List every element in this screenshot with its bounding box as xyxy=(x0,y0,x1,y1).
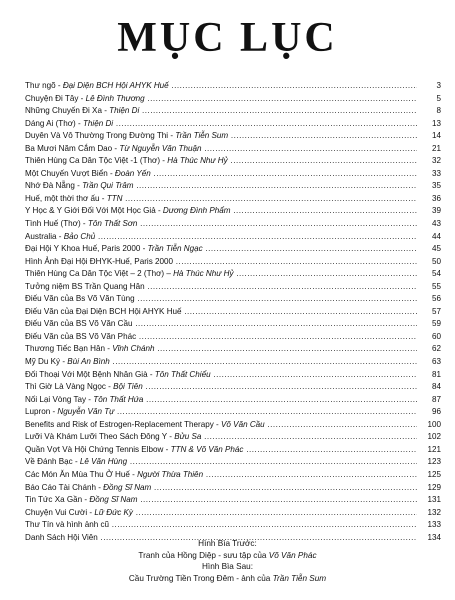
toc-entry-title: Nối Lại Vòng Tay xyxy=(25,394,87,404)
toc-entry-title: Tình Huế (Thơ) xyxy=(25,219,81,229)
toc-entry-text xyxy=(25,469,417,482)
toc-entry-page: 8 xyxy=(419,105,441,118)
toc-entry xyxy=(25,318,441,331)
toc-entry-page: 62 xyxy=(419,343,441,356)
toc-entry-text xyxy=(25,482,417,495)
toc-entry-author: Tôn Thất Sơn xyxy=(87,219,138,229)
toc-entry-title: Danh Sách Hội Viên xyxy=(25,532,98,542)
toc-entry-separator: - xyxy=(112,143,120,153)
toc-entry xyxy=(25,143,441,156)
toc-entry xyxy=(25,155,441,168)
back-cover-credit xyxy=(0,573,455,585)
toc-entry-page: 55 xyxy=(419,281,441,294)
toc-entry-text xyxy=(25,281,417,294)
toc-entry-author: Nguyễn Văn Tự xyxy=(57,407,115,417)
toc-entry-text xyxy=(25,168,417,181)
toc-entry-title: Điếu Văn của Đại Diện BCH Hội AHYK Huế xyxy=(25,306,182,316)
toc-entry-page: 63 xyxy=(419,356,441,369)
toc-entry-separator: - xyxy=(163,444,171,454)
toc-entry-text xyxy=(25,155,417,168)
toc-entry xyxy=(25,519,441,532)
toc-entry-page: 134 xyxy=(419,532,441,545)
toc-entry-author: Bội Tiên xyxy=(113,382,143,392)
toc-entry-separator: - xyxy=(95,482,104,492)
toc-entry xyxy=(25,482,441,495)
toc-entry xyxy=(25,331,441,344)
toc-entry xyxy=(25,431,441,444)
toc-entry-text xyxy=(25,356,417,369)
toc-entry-page: 45 xyxy=(419,243,441,256)
toc-entry xyxy=(25,80,441,93)
toc-entry-text xyxy=(25,256,417,269)
toc-entry-author: Hà Thúc Như Hỷ xyxy=(167,156,228,166)
toc-entry xyxy=(25,293,441,306)
toc-entry-text xyxy=(25,419,417,432)
toc-entry-title: Điếu Văn của Bs Võ Văn Tùng xyxy=(25,294,135,304)
toc-entry-separator: - xyxy=(160,156,168,166)
toc-entry-separator: - xyxy=(82,495,90,505)
toc-entry-title: Các Món Ăn Mùa Thu Ở Huế xyxy=(25,469,130,479)
toc-entry-page: 121 xyxy=(419,444,441,457)
toc-entry-text xyxy=(25,431,417,444)
toc-entry-page: 59 xyxy=(419,318,441,331)
toc-entry-text xyxy=(25,406,417,419)
toc-entry-text xyxy=(25,343,417,356)
toc-entry-separator: - xyxy=(168,131,176,141)
toc-entry-title: Australia xyxy=(25,231,57,241)
toc-entry-title: Y Học & Y Giới Đối Với Một Học Giả xyxy=(25,206,156,216)
front-cover-text: Tranh của Hồng Diệp - sưu tập của xyxy=(138,550,269,560)
toc-entry-title: Một Chuyến Vượt Biển xyxy=(25,168,108,178)
toc-entry-author: Trần Qui Trâm xyxy=(82,181,134,191)
toc-entry-title: Mỹ Du Ký xyxy=(25,357,61,367)
toc-entry-text xyxy=(25,507,417,520)
toc-entry-title: Đối Thoại Với Một Bệnh Nhân Già xyxy=(25,369,148,379)
toc-entry-page: 84 xyxy=(419,381,441,394)
toc-entry-title: Những Chuyến Đi Xa xyxy=(25,106,102,116)
toc-entry-author: Đồng Sĩ Nam xyxy=(103,482,152,492)
toc-entry-page: 36 xyxy=(419,193,441,206)
toc-entry xyxy=(25,406,441,419)
toc-entry xyxy=(25,281,441,294)
table-of-contents xyxy=(25,80,441,544)
toc-entry-separator: - xyxy=(140,244,148,254)
toc-entry-text xyxy=(25,180,417,193)
toc-entry-author: Bùi An Bình xyxy=(67,357,110,367)
cover-credits xyxy=(0,538,455,584)
toc-entry-text xyxy=(25,331,417,344)
toc-entry-text xyxy=(25,293,417,306)
toc-entry-title: Hình Ảnh Đại Hội ĐHYK-Huế, Paris 2000 xyxy=(25,256,174,266)
toc-entry-separator: - xyxy=(167,432,175,442)
toc-entry-page: 54 xyxy=(419,268,441,281)
toc-entry-page: 56 xyxy=(419,293,441,306)
toc-entry-title: Thiên Hùng Ca Dân Tộc Việt – 2 (Thơ) xyxy=(25,269,165,279)
toc-entry-page: 5 xyxy=(419,93,441,106)
toc-entry-author: Đoàn Yến xyxy=(114,168,151,178)
toc-entry-title: Nhớ Đà Nẵng xyxy=(25,181,75,191)
toc-entry-separator: - xyxy=(75,118,83,128)
page-title: MỤC LỤC xyxy=(117,15,338,61)
toc-entry-page: 81 xyxy=(419,369,441,382)
toc-entry-title: Duyên Và Vô Thường Trong Đường Thi xyxy=(25,131,169,141)
toc-entry-page: 44 xyxy=(419,231,441,244)
toc-entry-text xyxy=(25,456,417,469)
back-cover-heading: Hình Bìa Sau: xyxy=(202,562,253,571)
toc-entry-title: Ba Mươi Năm Cắm Dao xyxy=(25,143,113,153)
front-cover-author: Võ Văn Phác xyxy=(268,550,317,560)
toc-entry xyxy=(25,243,441,256)
toc-entry-text xyxy=(25,218,417,231)
toc-entry-page: 132 xyxy=(419,507,441,520)
toc-entry-separator: - xyxy=(50,407,58,417)
toc-entry-author: Lê Văn Hùng xyxy=(79,457,128,467)
toc-entry-author: Bửu Sa xyxy=(174,432,202,442)
toc-entry-page: 102 xyxy=(419,431,441,444)
toc-entry-separator: - xyxy=(101,106,110,116)
toc-entry-author: Dương Đình Phẩm xyxy=(162,206,231,216)
toc-entry-separator: - xyxy=(86,394,94,404)
toc-entry-title: Thư ngõ xyxy=(25,81,56,90)
toc-entry-title: Quần Vợt Và Hội Chứng Tennis Elbow xyxy=(25,444,164,454)
toc-entry-separator: - xyxy=(99,193,107,203)
toc-entry-separator: - xyxy=(80,219,88,229)
toc-entry-title: Dáng Ai (Thơ) xyxy=(25,118,76,128)
toc-entry-separator: - xyxy=(56,231,64,241)
toc-entry-text xyxy=(25,318,417,331)
toc-entry-text xyxy=(25,306,417,319)
toc-entry-text xyxy=(25,130,417,143)
toc-entry-page: 125 xyxy=(419,469,441,482)
toc-entry-text xyxy=(25,519,417,532)
toc-entry-author: Lữ Đức Kỳ xyxy=(94,507,133,517)
toc-entry xyxy=(25,494,441,507)
toc-entry-page: 123 xyxy=(419,456,441,469)
toc-entry-text xyxy=(25,205,417,218)
toc-entry xyxy=(25,343,441,356)
toc-entry-author: TTN & Võ Văn Phác xyxy=(170,444,244,454)
toc-entry xyxy=(25,180,441,193)
toc-entry-title: Thiên Hùng Ca Dân Tộc Việt -1 (Thơ) xyxy=(25,156,161,166)
toc-entry-author: Bảo Chủ xyxy=(63,231,96,241)
toc-entry xyxy=(25,118,441,131)
toc-entry-text xyxy=(25,494,417,507)
toc-entry-author: Lê Đình Thương xyxy=(85,93,145,103)
toc-entry xyxy=(25,381,441,394)
toc-entry-separator: - xyxy=(78,93,86,103)
toc-entry-title: Chuyện Đi Tây xyxy=(25,93,79,103)
toc-entry-title: Thư Tín và hình ảnh cũ xyxy=(25,520,110,530)
toc-entry xyxy=(25,419,441,432)
toc-entry-page: 50 xyxy=(419,256,441,269)
toc-entry-text xyxy=(25,369,417,382)
toc-entry-separator: - xyxy=(72,457,80,467)
front-cover-credit xyxy=(0,550,455,562)
toc-entry xyxy=(25,356,441,369)
toc-entry-text xyxy=(25,80,417,93)
toc-entry-page: 13 xyxy=(419,118,441,131)
toc-entry-title: Benefits and Risk of Estrogen-Replacement Therapy xyxy=(25,419,214,429)
toc-entry-page: 96 xyxy=(419,406,441,419)
toc-entry-title: Huế, một thời thơ ấu xyxy=(25,193,100,203)
toc-entry xyxy=(25,218,441,231)
toc-entry-author: Hà Thúc Như Hỷ xyxy=(173,269,234,279)
toc-entry xyxy=(25,268,441,281)
toc-entry-text xyxy=(25,105,417,118)
toc-entry-title: Tưởng niệm BS Trần Quang Hân xyxy=(25,281,145,291)
toc-entry-author: Từ Nguyễn Văn Thuận xyxy=(119,143,202,153)
toc-entry-title: Chuyện Vui Cười xyxy=(25,507,88,517)
toc-entry-separator: - xyxy=(60,357,68,367)
toc-entry-title: Báo Cáo Tài Chánh xyxy=(25,482,96,492)
toc-entry-separator: - xyxy=(105,382,114,392)
toc-entry-separator: - xyxy=(105,344,113,354)
toc-entry-separator: - xyxy=(213,419,222,429)
toc-entry-page: 32 xyxy=(419,155,441,168)
toc-entry-title: Thì Giờ Là Vàng Ngọc xyxy=(25,382,106,392)
toc-entry xyxy=(25,507,441,520)
toc-entry-page: 57 xyxy=(419,306,441,319)
toc-entry-author: Đại Diện BCH Hội AHYK Huế xyxy=(62,81,169,90)
toc-entry-title: Điếu Văn của BS Võ Văn Cầu xyxy=(25,319,133,329)
toc-entry-page: 129 xyxy=(419,482,441,495)
toc-entry-title: Lupron xyxy=(25,407,51,417)
toc-entry xyxy=(25,93,441,106)
toc-entry-page: 3 xyxy=(419,80,441,93)
toc-entry-page: 35 xyxy=(419,180,441,193)
toc-entry-text xyxy=(25,268,417,281)
toc-entry xyxy=(25,256,441,269)
toc-entry-author: Thiện Di xyxy=(109,106,140,116)
toc-entry-text xyxy=(25,231,417,244)
toc-entry-page: 87 xyxy=(419,394,441,407)
toc-entry-text xyxy=(25,381,417,394)
toc-entry-author: Thiện Di xyxy=(82,118,114,128)
back-cover-author: Trần Tiễn Sum xyxy=(272,573,327,583)
toc-entry-author: Đồng Sĩ Nam xyxy=(89,495,138,505)
toc-entry-page: 14 xyxy=(419,130,441,143)
toc-entry-title: Điếu Văn của BS Võ Văn Phác xyxy=(25,331,137,341)
toc-entry-text xyxy=(25,143,417,156)
toc-entry xyxy=(25,306,441,319)
toc-entry-text xyxy=(25,243,417,256)
toc-entry-text xyxy=(25,118,417,131)
toc-entry-author: Tôn Thất Chiểu xyxy=(154,369,211,379)
toc-entry-page: 131 xyxy=(419,494,441,507)
toc-entry-page: 21 xyxy=(419,143,441,156)
toc-entry xyxy=(25,394,441,407)
toc-entry-author: Người Thừa Thiên xyxy=(137,469,204,479)
toc-entry-author: Trần Tiễn Sum xyxy=(175,131,229,141)
toc-entry-title: Về Đánh Bạc xyxy=(25,457,73,467)
toc-entry xyxy=(25,469,441,482)
toc-entry-title: Đại Hội Y Khoa Huế, Paris 2000 xyxy=(25,244,141,254)
toc-entry-author: Trần Tiễn Ngạc xyxy=(147,244,203,254)
toc-entry-title: Tin Tức Xa Gần xyxy=(25,495,83,505)
toc-entry-text xyxy=(25,193,417,206)
toc-entry-author: TTN xyxy=(106,193,123,203)
toc-entry xyxy=(25,444,441,457)
toc-entry-text xyxy=(25,444,417,457)
toc-entry xyxy=(25,231,441,244)
front-cover-heading: Hình Bìa Trước: xyxy=(198,539,257,548)
back-cover-text: Cầu Trường Tiền Trong Đêm - ảnh của xyxy=(128,573,273,583)
toc-entry-separator: - xyxy=(55,81,63,90)
toc-entry-page: 39 xyxy=(419,205,441,218)
toc-entry-text xyxy=(25,93,417,106)
toc-entry-separator: - xyxy=(107,168,115,178)
toc-entry-separator: - xyxy=(74,181,83,191)
toc-entry-separator: - xyxy=(147,369,155,379)
toc-entry-page: 60 xyxy=(419,331,441,344)
toc-entry xyxy=(25,205,441,218)
toc-entry-separator: - xyxy=(155,206,163,216)
toc-entry-page: 133 xyxy=(419,519,441,532)
toc-entry-title: Lưỡi Và Khám Lưỡi Theo Sách Đông Y xyxy=(25,432,168,442)
toc-entry-separator: - xyxy=(87,507,95,517)
toc-entry-title: Thương Tiếc Bạn Hân xyxy=(25,344,106,354)
toc-entry-page: 100 xyxy=(419,419,441,432)
toc-entry xyxy=(25,168,441,181)
toc-entry-author: Vĩnh Chánh xyxy=(112,344,155,354)
toc-entry-page: 33 xyxy=(419,168,441,181)
toc-entry xyxy=(25,193,441,206)
toc-entry xyxy=(25,130,441,143)
toc-entry-separator: – xyxy=(164,269,174,279)
toc-entry xyxy=(25,369,441,382)
toc-entry-text xyxy=(25,394,417,407)
toc-entry xyxy=(25,105,441,118)
toc-entry-separator: - xyxy=(129,469,138,479)
toc-entry xyxy=(25,456,441,469)
toc-entry-page: 43 xyxy=(419,218,441,231)
toc-entry-author: Tôn Thất Hứa xyxy=(93,394,144,404)
toc-entry-author: Võ Văn Cầu xyxy=(221,419,265,429)
